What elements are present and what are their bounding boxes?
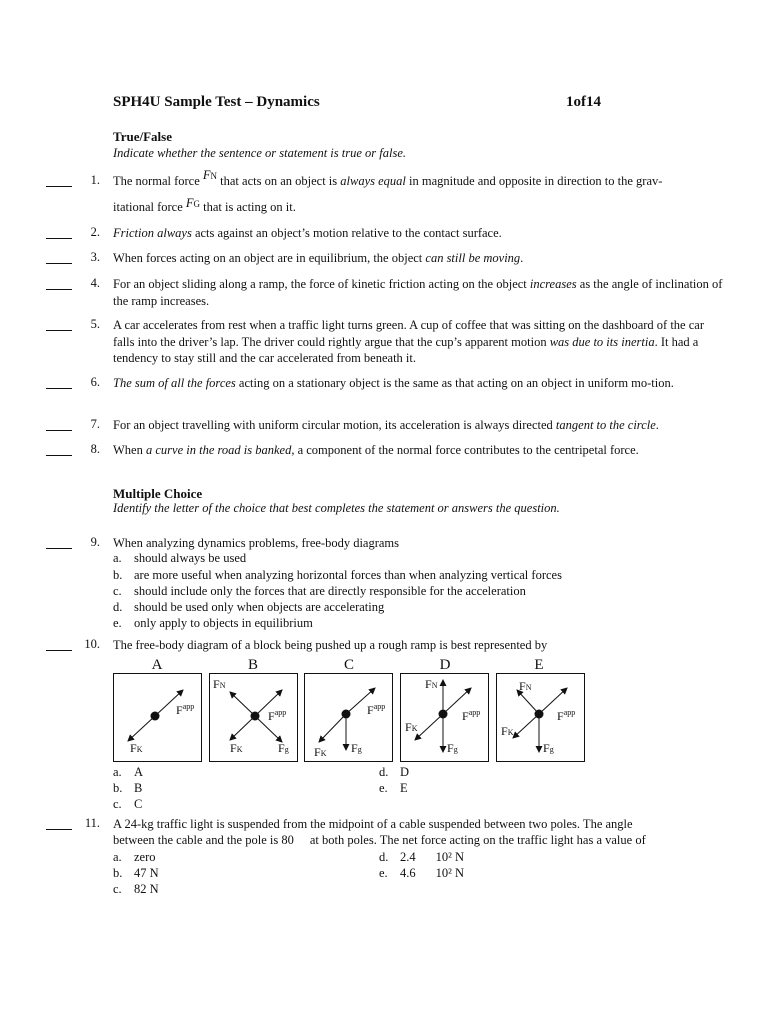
answer-blank[interactable] [46, 263, 72, 264]
answer-blank[interactable] [46, 289, 72, 290]
label-f-k: FK [130, 741, 143, 755]
fbd-diagram-b [209, 673, 298, 762]
fbd-diagram-e [496, 673, 585, 762]
option-9d[interactable]: d. should be used only when objects are accelerating [113, 600, 385, 614]
label-f-app: $F^{app}$ [557, 708, 576, 723]
option-9a[interactable]: a. should always be used [113, 551, 247, 565]
fbd-diagram-a [113, 673, 202, 762]
option-11d[interactable]: d. 2.4 10² N [379, 850, 465, 864]
question-number: 9. [90, 535, 100, 549]
label-f-app: $F^{app}$ [462, 708, 481, 723]
answer-blank[interactable] [46, 548, 72, 549]
label-f-n: FN [213, 677, 226, 691]
question-number: 3. [90, 250, 100, 264]
label-f-g: Fg [351, 741, 362, 755]
label-f-app: $F^{app}$ [176, 702, 195, 717]
question-number: 5. [90, 317, 100, 331]
question-number: 1. [90, 173, 100, 187]
question-8: When a curve in the road is banked, a component of the normal force contributes to the centripetal force. [113, 443, 639, 457]
label-f-k: FK [314, 745, 327, 759]
true-false-heading: True/False [113, 129, 172, 144]
label-f-g: Fg [278, 741, 289, 755]
question-5: A car accelerates from rest when a traffic light turns green. A cup of coffee that was sitting on the dashboard of the car falls into the driver’s lap. The driver could rightly argue that the cup’s apparent motion was due to its inertia. It had a tendency to stay still and the car accelerated from beneath it. [113, 318, 704, 365]
answer-blank[interactable] [46, 430, 72, 431]
fbd-diagram-d [400, 673, 489, 762]
true-false-instruction: Indicate whether the sentence or statement is true or false. [113, 146, 406, 160]
question-3: When forces acting on an object are in equilibrium, the object can still be moving. [113, 251, 524, 265]
multiple-choice-instruction: Identify the letter of the choice that best completes the statement or answers the question. [113, 501, 560, 515]
question-2: Friction always acts against an object’s motion relative to the contact surface. [113, 226, 502, 240]
answer-blank[interactable] [46, 186, 72, 187]
multiple-choice-heading: Multiple Choice [113, 486, 203, 501]
option-11a[interactable]: a. zero [113, 850, 156, 864]
option-10b[interactable]: b. B [113, 781, 143, 795]
label-f-n: FN [519, 679, 532, 693]
answer-blank[interactable] [46, 455, 72, 456]
fbd-diagram-c [304, 673, 393, 762]
label-f-k: FK [501, 724, 514, 738]
label-f-k: FK [405, 720, 418, 734]
question-6: The sum of all the forces acting on a stationary object is the same as that acting on an object in uniform mo-tion. [113, 376, 674, 390]
answer-blank[interactable] [46, 238, 72, 239]
question-10: The free-body diagram of a block being pushed up a rough ramp is best represented by [113, 638, 548, 652]
label-f-k: FK [230, 741, 243, 755]
label-f-g: Fg [447, 741, 458, 755]
question-number: 6. [90, 375, 100, 389]
answer-blank[interactable] [46, 330, 72, 331]
option-11e[interactable]: e. 4.6 10² N [379, 866, 465, 880]
label-f-app: $F^{app}$ [268, 708, 287, 723]
answer-blank[interactable] [46, 829, 72, 830]
diagram-label-d: D [439, 657, 451, 673]
question-7: For an object travelling with uniform circular motion, its acceleration is always directed tangent to the circle. [113, 418, 659, 432]
answer-blank[interactable] [46, 388, 72, 389]
question-number: 8. [90, 442, 100, 456]
option-10a[interactable]: a. A [113, 765, 144, 779]
diagram-label-a: A [151, 657, 163, 673]
option-9e[interactable]: e. only apply to objects in equilibrium [113, 616, 313, 630]
gravitational-force-symbol: FG [185, 196, 201, 210]
question-number: 11. [84, 816, 100, 830]
option-9c[interactable]: c. should include only the forces that are directly responsible for the acceleration [113, 584, 526, 598]
test-title: SPH4U Sample Test – Dynamics [113, 94, 320, 110]
diagram-label-c: C [343, 657, 354, 673]
normal-force-symbol: FN [202, 168, 218, 182]
diagram-label-e: E [534, 657, 544, 673]
option-10e[interactable]: e. E [379, 781, 408, 795]
question-number: 2. [90, 225, 100, 239]
question-number: 7. [90, 417, 100, 431]
option-11b[interactable]: b. 47 N [113, 866, 159, 880]
question-11-line2: between the cable and the pole is 80 at both poles. The net force acting on the traffic light has a value of [113, 833, 646, 847]
answer-blank[interactable] [46, 650, 72, 651]
diagram-label-b: B [247, 657, 258, 673]
option-10c[interactable]: c. C [113, 797, 143, 811]
question-11-line1: A 24-kg traffic light is suspended from the midpoint of a cable suspended between two poles. The angle [113, 817, 633, 831]
question-number: 10. [84, 637, 100, 651]
option-11c[interactable]: c. 82 N [113, 882, 159, 896]
option-10d[interactable]: d. D [379, 765, 410, 779]
label-f-n: FN [425, 677, 438, 691]
question-1-cont: itational force FG that is acting on it. [113, 196, 296, 214]
question-1: The normal force FN that acts on an object is always equal in magnitude and opposite in direction to the grav- [113, 168, 663, 188]
label-f-app: $F^{app}$ [367, 702, 386, 717]
option-9b[interactable]: b. are more useful when analyzing horizontal forces than when analyzing vertical forces [113, 568, 562, 582]
page-number: 1of14 [566, 94, 601, 110]
label-f-g: Fg [543, 741, 554, 755]
question-number: 4. [90, 276, 100, 290]
question-9: When analyzing dynamics problems, free-body diagrams [113, 536, 400, 550]
question-4: For an object sliding along a ramp, the force of kinetic friction acting on the object increases as the angle of inclination of the ramp increases. [113, 277, 723, 308]
